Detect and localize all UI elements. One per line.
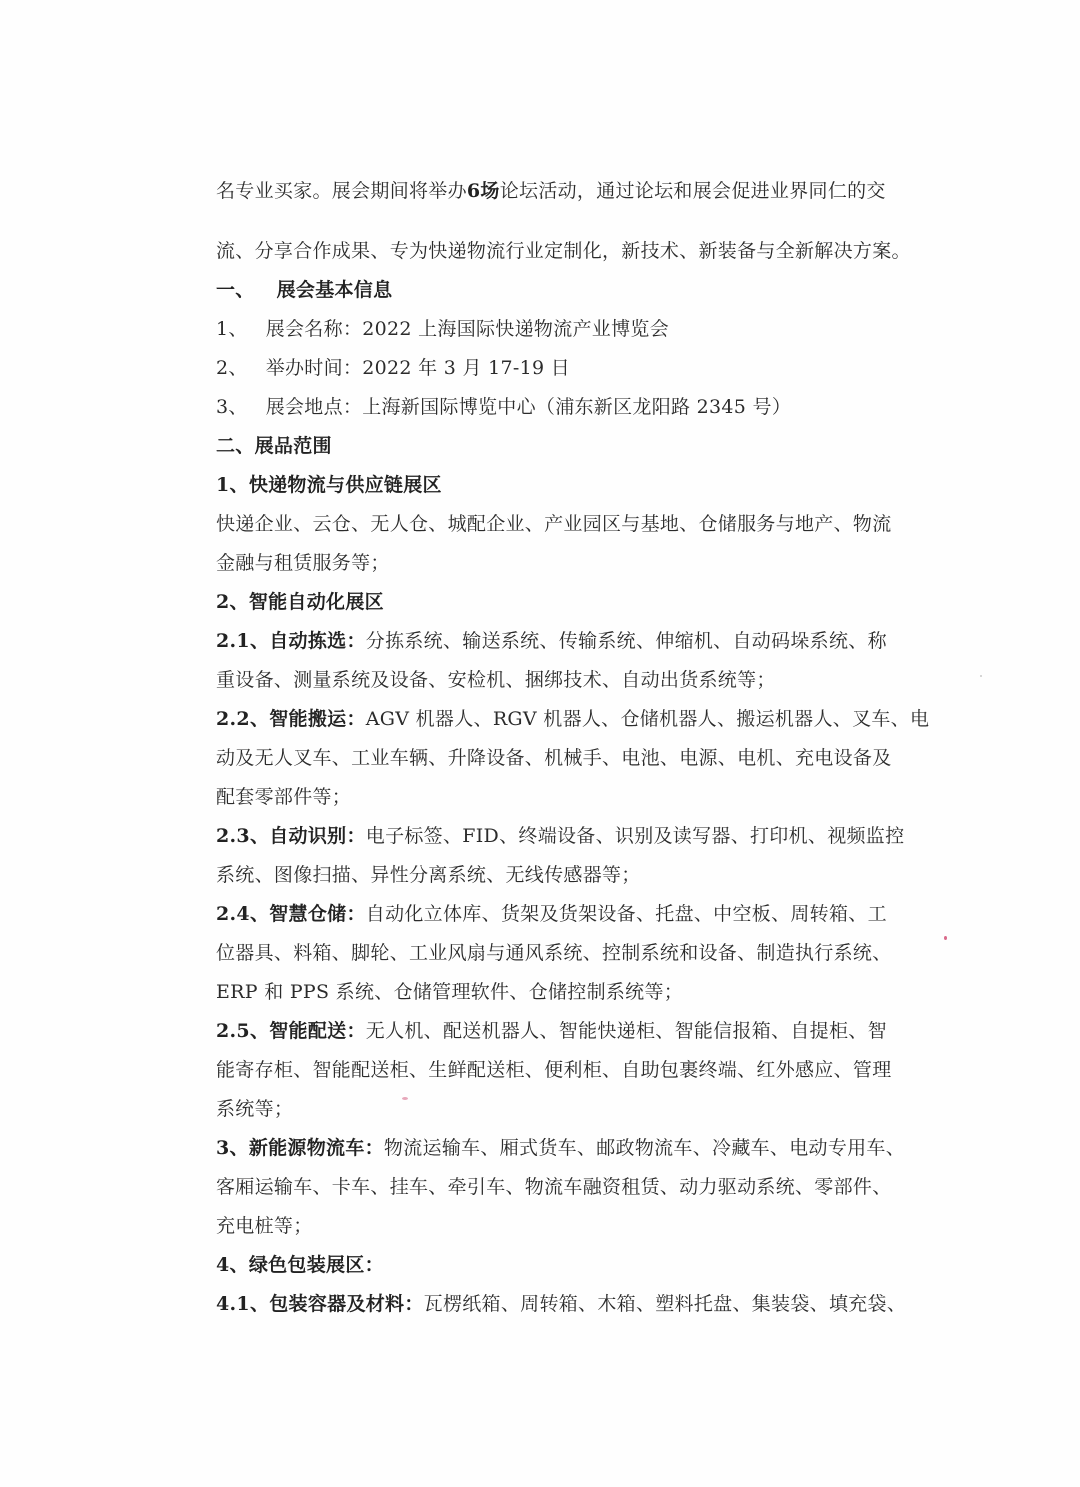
subsection-text: 分拣系统、输送系统、传输系统、伸缩机、自动码垛系统、称 <box>365 630 887 652</box>
item-text: 举办时间：2022 年 3 月 17-19 日 <box>265 357 571 379</box>
subsection-text: 物流运输车、厢式货车、邮政物流车、冷藏车、电动专用车、 <box>383 1137 906 1159</box>
subsection-text: 无人机、配送机器人、智能快递柜、智能信报箱、自提柜、智 <box>365 1020 887 1042</box>
subsection-text: AGV 机器人、RGV 机器人、仓储机器人、搬运机器人、叉车、电 <box>365 708 930 730</box>
paragraph-line <box>216 1285 916 1324</box>
section-title: 展会基本信息 <box>276 279 393 301</box>
paragraph-line: 动及无人叉车、工业车辆、升降设备、机械手、电池、电源、电机、充电设备及 <box>216 747 892 769</box>
item-text: 展会地点：上海新国际博览中心（浦东新区龙阳路 2345 号） <box>265 396 792 418</box>
paragraph-line: 金融与租赁服务等； <box>216 552 390 574</box>
zone-title: 2、智能自动化展区 <box>216 591 384 613</box>
intro-line-2: 流、分享合作成果、专为快递物流行业定制化，新技术、新装备与全新解决方案。 <box>216 240 911 262</box>
item-number: 3、 <box>216 396 248 418</box>
zone-title: 4、绿色包装展区： <box>216 1254 384 1276</box>
scan-speck <box>980 675 982 677</box>
paragraph-line <box>216 1012 916 1051</box>
subsection-text: 瓦楞纸箱、周转箱、木箱、塑料托盘、集装袋、填充袋、 <box>423 1293 907 1315</box>
info-item <box>216 349 916 388</box>
paragraph-line <box>216 895 916 934</box>
paragraph-line: 配套零部件等； <box>216 786 352 808</box>
paragraph-line <box>216 622 916 661</box>
subsection-label: 2.1、自动拣选： <box>216 630 366 652</box>
intro-emphasis: 6场 <box>466 180 500 202</box>
subsection-label: 2.4、智慧仓储： <box>216 903 366 925</box>
subsection-label: 4.1、包装容器及材料： <box>216 1293 424 1315</box>
paragraph-line <box>216 1129 916 1168</box>
paragraph-line: 客厢运输车、卡车、挂车、牵引车、物流车融资租赁、动力驱动系统、零部件、 <box>216 1176 892 1198</box>
subsection-label: 2.3、自动识别： <box>216 825 366 847</box>
paragraph-line: 位器具、料箱、脚轮、工业风扇与通风系统、控制系统和设备、制造执行系统、 <box>216 942 892 964</box>
section-heading <box>216 271 916 310</box>
scan-speck <box>402 1097 408 1100</box>
paragraph-line: 系统等； <box>216 1098 294 1120</box>
info-item <box>216 310 916 349</box>
section-number: 一、 <box>216 279 255 301</box>
subsection-text: 电子标签、FID、终端设备、识别及读写器、打印机、视频监控 <box>365 825 905 847</box>
paragraph-line: 快递企业、云仓、无人仓、城配企业、产业园区与基地、仓储服务与地产、物流 <box>216 513 892 535</box>
paragraph-line: ERP 和 PPS 系统、仓储管理软件、仓储控制系统等； <box>216 981 684 1003</box>
zone-title: 1、快递物流与供应链展区 <box>216 474 442 496</box>
intro-text: 论坛活动，通过论坛和展会促进业界同仁的交 <box>499 180 886 202</box>
subsection-text: 自动化立体库、货架及货架设备、托盘、中空板、周转箱、工 <box>365 903 887 925</box>
section-heading: 二、展品范围 <box>216 435 332 457</box>
item-number: 2、 <box>216 357 248 379</box>
paragraph-line: 重设备、测量系统及设备、安检机、捆绑技术、自动出货系统等； <box>216 669 776 691</box>
subsection-label: 2.2、智能搬运： <box>216 708 366 730</box>
intro-line-1 <box>216 172 916 232</box>
subsection-label: 3、新能源物流车： <box>216 1137 384 1159</box>
item-number: 1、 <box>216 318 248 340</box>
subsection-label: 2.5、智能配送： <box>216 1020 366 1042</box>
info-item <box>216 388 916 427</box>
paragraph-line <box>216 817 916 856</box>
intro-text: 名专业买家。展会期间将举办 <box>216 180 467 202</box>
item-text: 展会名称：2022 上海国际快递物流产业博览会 <box>265 318 669 340</box>
paragraph-line: 系统、图像扫描、异性分离系统、无线传感器等； <box>216 864 641 886</box>
document-body <box>216 172 930 1324</box>
paragraph-line: 能寄存柜、智能配送柜、生鲜配送柜、便利柜、自助包裹终端、红外感应、管理 <box>216 1059 892 1081</box>
paragraph-line: 充电桩等； <box>216 1215 313 1237</box>
scan-speck <box>944 936 947 940</box>
paragraph-line <box>216 700 930 739</box>
